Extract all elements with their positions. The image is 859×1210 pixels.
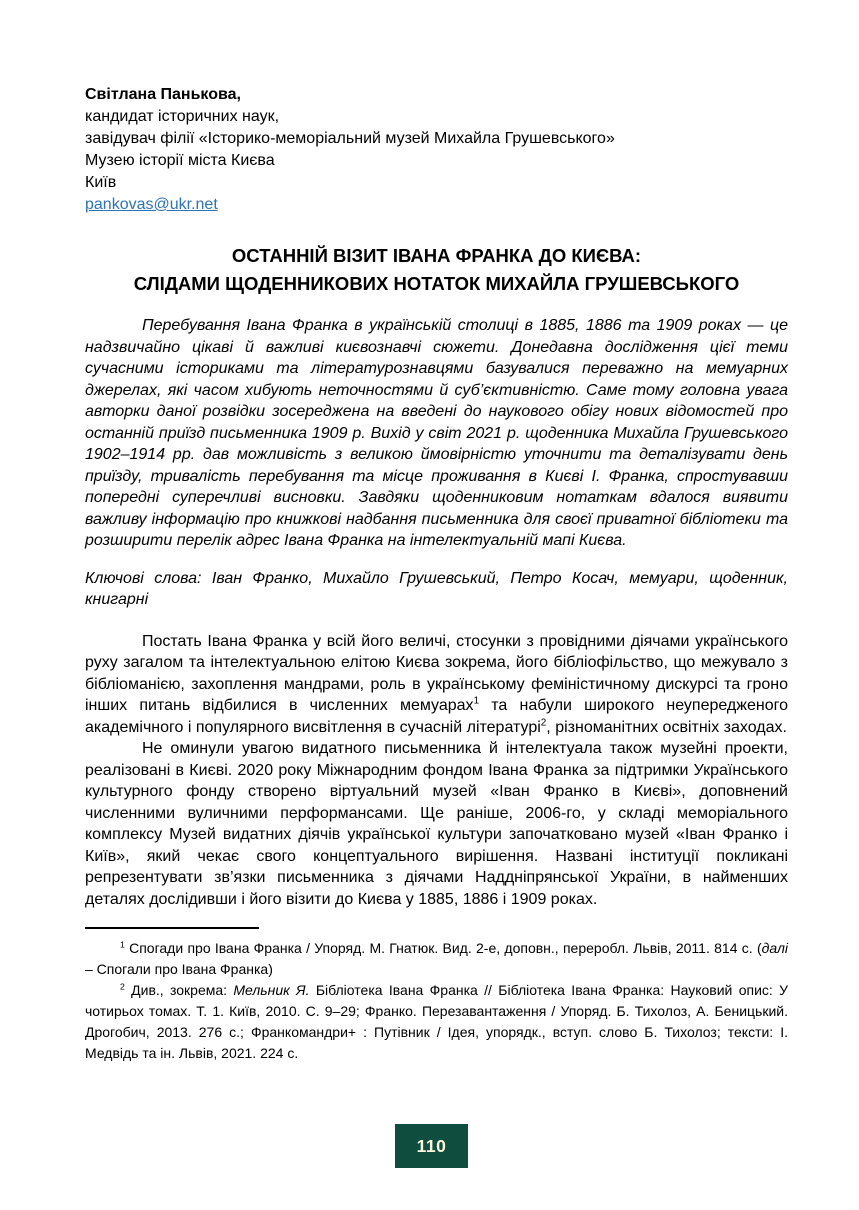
- author-city: Київ: [85, 174, 117, 191]
- footnote-1-italic: далі: [761, 940, 788, 956]
- article-body: [85, 631, 788, 911]
- footnote-1-marker: 1: [120, 939, 125, 950]
- author-affiliation-1: завідувач філії «Історико-меморіальний музей Михайла Грушевського»: [85, 130, 615, 147]
- body-p1-text-a: Постать Івана Франка у всій його величі, стосунки з провідними діячами українського руху загалом та інтелектуальною елітою Києва зокрема, його бібліофільство, що межувало з бібліоманією, захоплення мандрами, роль в українському феміністичному дискурсі та гроно інших питань відбилися в численних мемуарах: [85, 632, 788, 714]
- article-title-line-2: СЛІДАМИ ЩОДЕННИКОВИХ НОТАТОК МИХАЙЛА ГРУШЕВСЬКОГО: [133, 273, 740, 294]
- page-number-badge: 110: [395, 1124, 468, 1168]
- footnote-ref-1: 1: [473, 695, 480, 707]
- footnote-1: [85, 938, 788, 980]
- footnote-2-text-b: Бібліотека Івана Франка // Бібліотека Івана Франка: Науковий опис: У чотирьох томах. Т. 1. Київ, 2010. С. 9–29; Франко. Перезавантаження / Упоряд. Б. Тихолоз, А. Беницький. Дрогобич, 2013. 276 с.; Франкомандри+ : Путівник / Ідея, упорядк., вступ. слово Б. Тихолоз; тексти: І. Медвідь та ін. Львів, 2021. 224 с.: [85, 982, 788, 1061]
- footnote-2-text-a: Див., зокрема:: [124, 982, 234, 998]
- footnote-separator: [85, 927, 259, 929]
- page-content: [85, 84, 788, 1064]
- author-email-link[interactable]: pankovas@ukr.net: [85, 196, 218, 213]
- author-name: Світлана Панькова,: [85, 86, 241, 103]
- footnote-2-marker: 2: [120, 981, 125, 992]
- footnotes-block: [85, 938, 788, 1064]
- article-title-line-1: ОСТАННІЙ ВІЗИТ ІВАНА ФРАНКА ДО КИЄВА:: [231, 245, 642, 266]
- author-degree: кандидат історичних наук,: [85, 108, 280, 125]
- body-p1-text-b: та набули широкого неупередженого академічного і популярного висвітлення в сучасній літературі: [85, 697, 788, 736]
- footnote-1-text-a: Спогади про Івана Франка / Упоряд. М. Гнатюк. Вид. 2-е, доповн., переробл. Львів, 2011. 814 с. (: [124, 940, 762, 956]
- author-block: [85, 84, 788, 216]
- keywords-paragraph: Ключові слова: Іван Франко, Михайло Грушевський, Петро Косач, мемуари, щоденник, книгарні: [85, 569, 788, 608]
- author-affiliation-2: Музею історії міста Києва: [85, 152, 275, 169]
- body-paragraph-1: [85, 631, 788, 739]
- footnote-2-italic: Мельник Я.: [233, 982, 310, 998]
- footnote-1-text-b: – Спогали про Івана Франка): [85, 961, 273, 977]
- article-title: [85, 242, 788, 298]
- footnote-2: [85, 980, 788, 1064]
- body-p1-text-c: , різноманітних освітніх заходах.: [546, 718, 787, 736]
- footnote-ref-2: 2: [540, 717, 547, 729]
- body-paragraph-2: Не оминули увагою видатного письменника й інтелектуала також музейні проекти, реалізовані в Києві. 2020 року Міжнародним фондом Івана Франка за підтримки Українського культурного фонду створено віртуальний музей «Іван Франко в Києві», доповнений численними вуличними перформансами. Ще раніше, 2006-го, у складі меморіального комплексу Музей видатних діячів української культури започатковано музей «Іван Франко і Київ», який чекає свого концептуального вирішення. Названі інституції покликані репрезентувати зв’язки письменника з діячами Наддніпрянської України, в найменших деталях дослідивши і його візити до Києва у 1885, 1886 і 1909 роках.: [85, 740, 788, 908]
- abstract-paragraph: Перебування Івана Франка в українській столиці в 1885, 1886 та 1909 роках — це надзвичайно цікаві й важливі києвознавчі сюжети. Донедавна дослідження цієї теми сучасними істориками та літературознавцями базувалися переважно на мемуарних джерелах, які часом хибують неточностями й суб’єктивністю. Саме тому головна увага авторки даної розвідки зосереджена на введені до наукового обігу нових відомостей про останній приїзд письменника 1909 р. Вихід у світ 2021 р. щоденника Михайла Грушевського 1902–1914 рр. дав можливість з великою ймовірністю уточнити та деталізувати день приїзду, тривалість перебування та місце проживання в Києві І. Франка, спростувавши попередні суперечливі висновки. Завдяки щоденниковим нотаткам вдалося виявити важливу інформацію про книжкові надбання письменника для своєї приватної бібліотеки та розширити перелік адрес Івана Франка на інтелектуальній мапі Києва.: [85, 317, 788, 549]
